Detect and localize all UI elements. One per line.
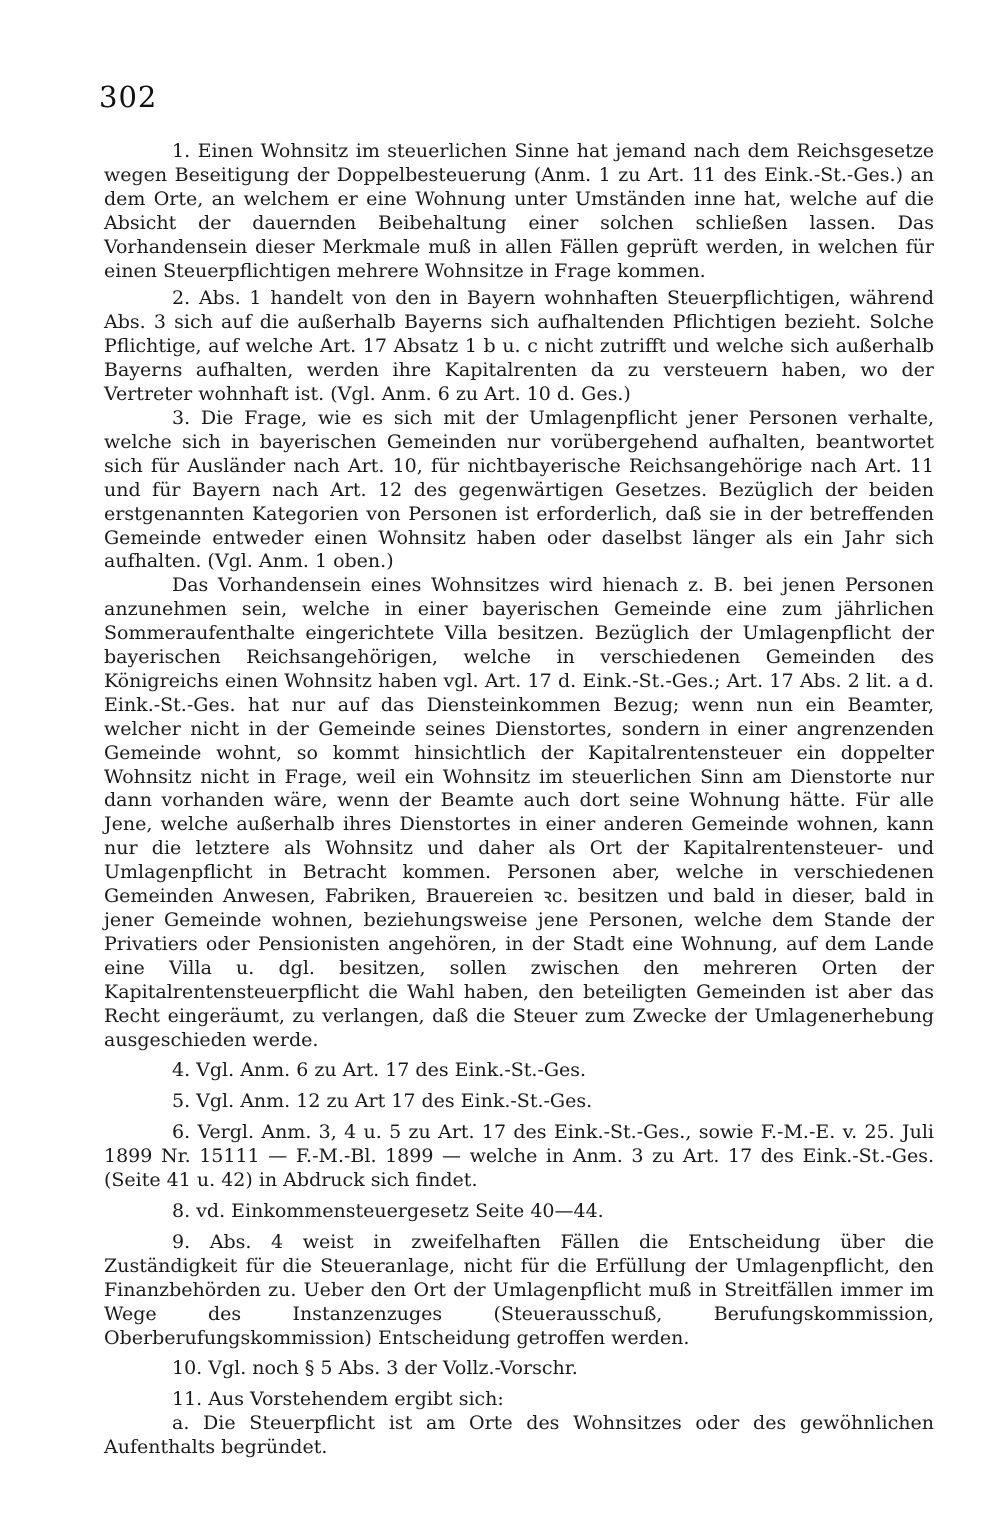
- note-9-paragraph: 9. Abs. 4 weist in zweifelhaften Fällen die Entscheidung über die Zuständigkeit für die Steueranlage, nicht für die Erfüllung der Umlagenpflicht, den Finanzbehörden zu. Ueber den Ort der Umlagenpflicht muß in Streitfällen immer im Wege des Instanzenzuges (Steuerausschuß, Berufungskommission, Oberberufungskommission) Entscheidung getroffen werden.: [104, 1230, 934, 1349]
- note-6-paragraph: 6. Vergl. Anm. 3, 4 u. 5 zu Art. 17 des Eink.-St.-Ges., sowie F.-M.-E. v. 25. Juli 1899 Nr. 15111 — F.-M.-Bl. 1899 — welche in Anm. 3 zu Art. 17 des Eink.-St.-Ges. (Seite 41 u. 42) in Abdruck sich findet.: [104, 1121, 934, 1192]
- note-3-continuation-paragraph: Das Vorhandensein eines Wohnsitzes wird hienach z. B. bei jenen Personen anzunehmen sein, welche in einer bayerischen Gemeinde eine zum jährlichen Sommeraufenthalte eingerichtete Villa besitzen. Bezüglich der Umlagenpflicht der bayerischen Reichsangehörigen, welche in verschiedenen Gemeinden des Königreichs einen Wohnsitz haben vgl. Art. 17 d. Eink.-St.-Ges.; Art. 17 Abs. 2 lit. a d. Eink.-St.-Ges. hat nur auf das Diensteinkommen Bezug; wenn nun ein Beamter, welcher nicht in der Gemeinde seines Dienstortes, sondern in einer angrenzenden Gemeinde wohnt, so kommt hinsichtlich der Kapitalrentensteuer ein doppelter Wohnsitz nicht in Frage, weil ein Wohnsitz im steuerlichen Sinn am Dienstorte nur dann vorhanden wäre, wenn der Beamte auch dort seine Wohnung hätte. Für alle Jene, welche außerhalb ihres Dienstortes in einer anderen Gemeinde wohnen, kann nur die letztere als Wohnsitz und daher als Ort der Kapitalrentensteuer- und Umlagenpflicht in Betracht kommen. Personen aber, welche in verschiedenen Gemeinden Anwesen, Fabriken, Brauereien ꝛc. besitzen und bald in dieser, bald in jener Gemeinde wohnen, beziehungsweise jene Personen, welche dem Stande der Privatiers oder Pensionisten angehören, in der Stadt eine Wohnung, auf dem Lande eine Villa u. dgl. besitzen, sollen zwischen den mehreren Orten der Kapitalrentensteuerpflicht die Wahl haben, den beteiligten Gemeinden ist aber das Recht eingeräumt, zu verlangen, daß die Steuer zum Zwecke der Umlagenerhebung ausgeschieden werde.: [104, 574, 934, 1051]
- note-4-paragraph: 4. Vgl. Anm. 6 zu Art. 17 des Eink.-St.-Ges.: [172, 1059, 587, 1082]
- note-2-paragraph: 2. Abs. 1 handelt von den in Bayern wohnhaften Steuerpflichtigen, während Abs. 3 sich auf die außerhalb Bayerns sich aufhaltenden Pflichtigen bezieht. Solche Pflichtige, auf welche Art. 17 Absatz 1 b u. c nicht zutrifft und welche sich außerhalb Bayerns aufhalten, werden ihre Kapitalrenten da zu versteuern haben, wo der Vertreter wohnhaft ist. (Vgl. Anm. 6 zu Art. 10 d. Ges.): [104, 287, 934, 406]
- note-10-paragraph: 10. Vgl. noch § 5 Abs. 3 der Vollz.-Vorschr.: [172, 1357, 578, 1380]
- note-5-paragraph: 5. Vgl. Anm. 12 zu Art 17 des Eink.-St.-Ges.: [172, 1090, 593, 1113]
- note-11a-paragraph: a. Die Steuerpflicht ist am Orte des Wohnsitzes oder des gewöhnlichen Aufenthalts begründet.: [104, 1412, 934, 1459]
- note-11-paragraph: 11. Aus Vorstehendem ergibt sich:: [172, 1388, 504, 1411]
- note-3-paragraph: 3. Die Frage, wie es sich mit der Umlagenpflicht jener Personen verhalte, welche sich in bayerischen Gemeinden nur vorübergehend aufhalten, beantwortet sich für Ausländer nach Art. 10, für nichtbayerische Reichsangehörige nach Art. 11 und für Bayern nach Art. 12 des gegenwärtigen Gesetzes. Bezüglich der beiden erstgenannten Kategorien von Personen ist erforderlich, daß sie in der betreffenden Gemeinde entweder einen Wohnsitz haben oder daselbst länger als ein Jahr sich aufhalten. (Vgl. Anm. 1 oben.): [104, 406, 934, 573]
- note-1-paragraph: 1. Einen Wohnsitz im steuerlichen Sinne hat jemand nach dem Reichsgesetze wegen Beseitigung der Doppelbesteuerung (Anm. 1 zu Art. 11 des Eink.-St.-Ges.) an dem Orte, an welchem er eine Wohnung unter Umständen inne hat, welche auf die Absicht der dauernden Beibehaltung einer solchen schließen lassen. Das Vorhandensein dieser Merkmale muß in allen Fällen geprüft werden, in welchen für einen Steuerpflichtigen mehrere Wohnsitze in Frage kommen.: [104, 140, 934, 282]
- page-number: 302: [99, 80, 158, 114]
- note-8-paragraph: 8. vd. Einkommensteuergesetz Seite 40—44.: [172, 1199, 604, 1222]
- body-text: [104, 140, 934, 1460]
